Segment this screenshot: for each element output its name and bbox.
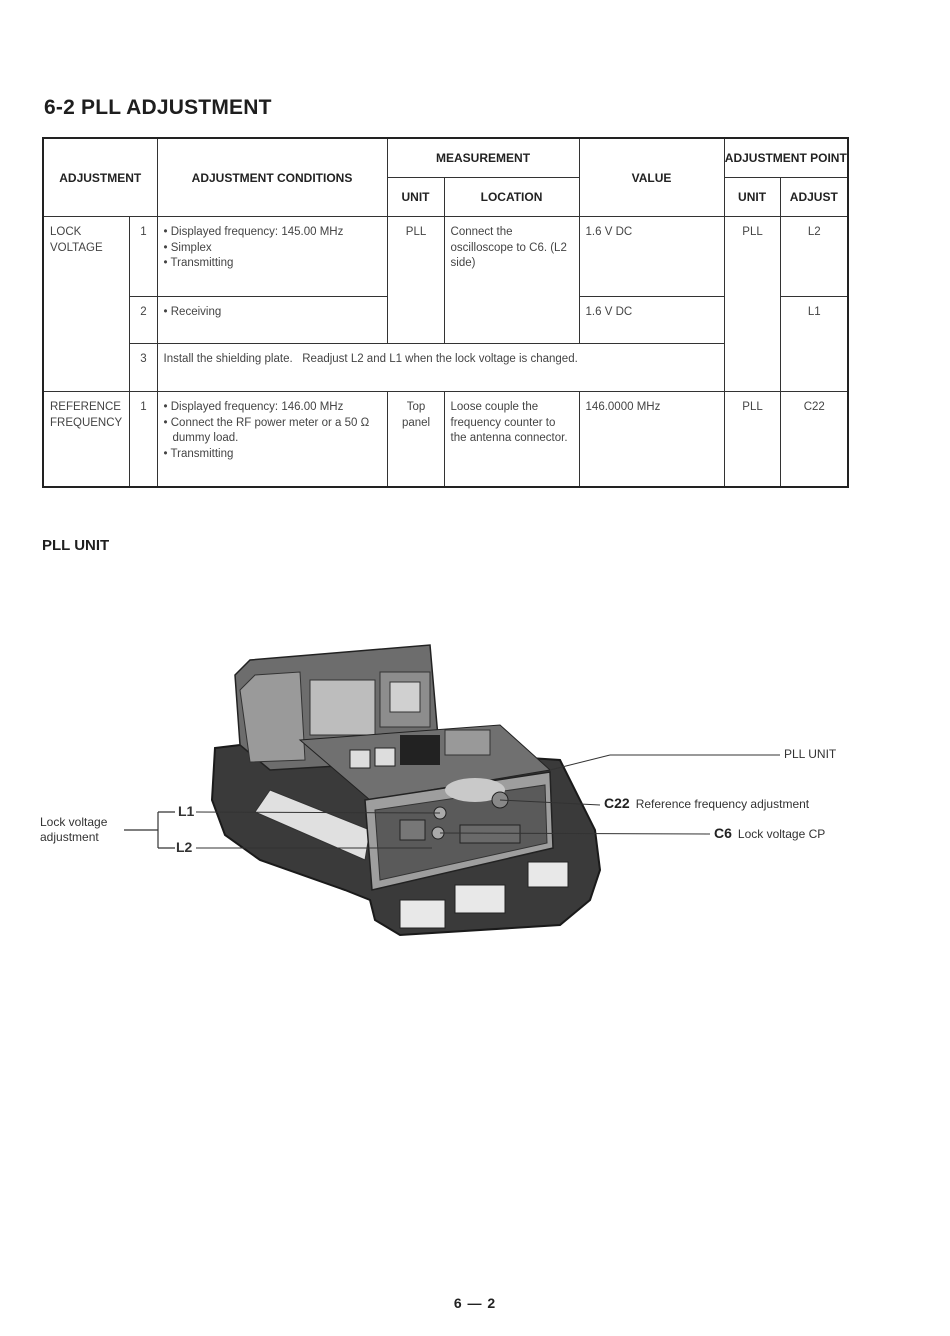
l1-label: L1 [178,803,195,819]
location-cell: Connect the oscilloscope to C6. (L2 side) [444,217,579,344]
c6-callout [714,826,825,842]
section-title: PLL UNIT [42,537,110,554]
condition-item: • Receiving [163,306,222,318]
header-measurement: MEASUREMENT [387,138,579,178]
value-cell: 1.6 V DC [579,217,724,297]
row-number: 2 [129,297,157,344]
condition-item: • Transmitting [163,257,234,269]
condition-item: • Transmitting [163,447,234,460]
ap-adjust-cell: L2 [780,217,848,297]
reference-frequency-label: REFERENCE FREQUENCY [43,392,129,487]
ap-adjust-cell: L1 [780,297,848,392]
radio-photo-illustration [0,600,950,960]
c22-callout [604,796,809,812]
pll-unit-diagram [0,600,950,960]
c6-description: Lock voltage CP [737,827,826,841]
condition-item: • Displayed frequency: 145.00 MHz [163,226,344,238]
header-ap-unit: UNIT [724,178,780,217]
c22-label: C22 [604,795,630,811]
row-number: 1 [129,217,157,297]
measure-unit-cell: PLL [387,217,444,344]
header-conditions: ADJUSTMENT CONDITIONS [157,138,387,217]
pll-adjustment-table [42,137,849,488]
c6-label: C6 [714,825,732,841]
l2-label: L2 [176,839,193,855]
row-number: 1 [129,392,157,487]
header-value: VALUE [579,138,724,217]
page-number: 6 — 2 [453,1295,497,1311]
note-cell: Install the shielding plate. Readjust L2 and L1 when the lock voltage is changed. [157,344,724,392]
pll-unit-label: PLL UNIT [784,747,837,761]
conditions-cell [157,392,387,487]
row-number: 3 [129,344,157,392]
location-cell: Loose couple the frequency counter to the antenna connector. [444,392,579,487]
condition-item: • Simplex [163,241,212,254]
header-measure-unit: UNIT [387,178,444,217]
ap-unit-cell: PLL [724,217,780,392]
lock-voltage-label: LOCK VOLTAGE [43,217,129,392]
page-title: 6-2 PLL ADJUSTMENT [44,96,272,119]
header-adjustment: ADJUSTMENT [43,138,157,217]
condition-item: • Connect the RF power meter or a 50 Ω dummy load. [163,416,370,444]
value-cell: 146.0000 MHz [579,392,724,487]
header-adjustment-point: ADJUSTMENT POINT [724,138,848,178]
conditions-cell [157,297,387,344]
measure-unit-cell: Top panel [387,392,444,487]
value-cell: 1.6 V DC [579,297,724,344]
c22-description: Reference frequency adjustment [635,797,810,811]
header-ap-adjust: ADJUST [780,178,848,217]
header-location: LOCATION [444,178,579,217]
table-row [43,392,848,487]
ap-adjust-cell: C22 [780,392,848,487]
lock-voltage-adjustment-label: Lock voltage adjustment [40,815,108,844]
table-row [43,217,848,297]
ap-unit-cell: PLL [724,392,780,487]
condition-item: • Displayed frequency: 146.00 MHz [163,401,344,413]
conditions-cell [157,217,387,297]
